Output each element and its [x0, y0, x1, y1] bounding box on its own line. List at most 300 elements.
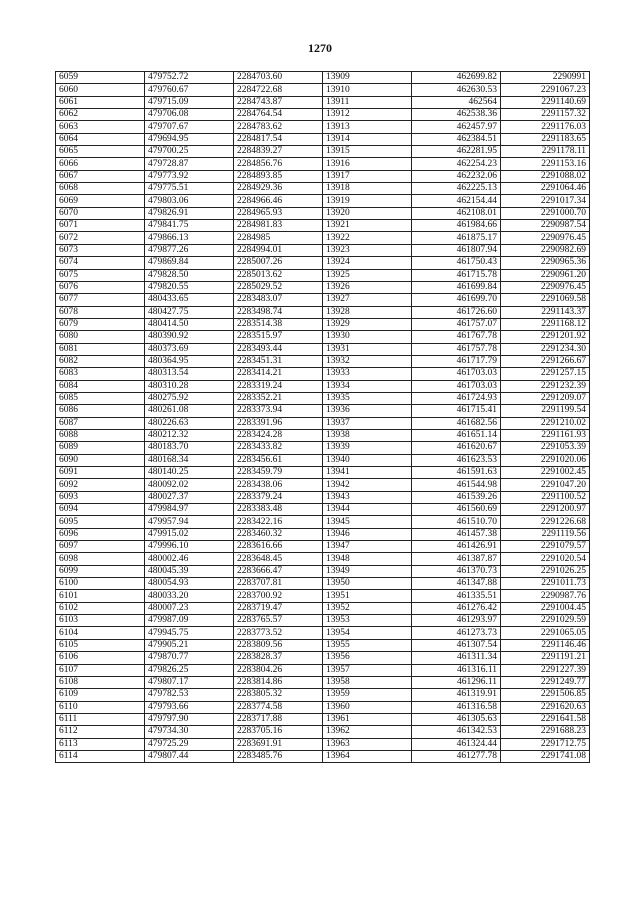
table-row: [56, 541, 590, 553]
table-cell: 2283804.26: [234, 664, 323, 676]
table-cell: 6087: [56, 417, 145, 429]
table-cell: 2283705.16: [234, 726, 323, 738]
table-cell: 479752.72: [145, 72, 234, 84]
table-cell: 480054.93: [145, 578, 234, 590]
table-row: [56, 183, 590, 195]
table-cell: 6105: [56, 639, 145, 651]
table-cell: 479715.09: [145, 96, 234, 108]
table-cell: 13925: [323, 269, 412, 281]
table-cell: 6108: [56, 676, 145, 688]
table-cell: 2290987.76: [501, 590, 590, 602]
table-cell: 461311.34: [412, 652, 501, 664]
table-cell: 2283438.06: [234, 479, 323, 491]
table-cell: 6110: [56, 701, 145, 713]
table-cell: 461767.78: [412, 331, 501, 343]
table-cell: 13943: [323, 491, 412, 503]
table-cell: 2291000.70: [501, 207, 590, 219]
table-cell: 479728.87: [145, 158, 234, 170]
table-cell: 13919: [323, 195, 412, 207]
table-cell: 13960: [323, 701, 412, 713]
table-row: [56, 355, 590, 367]
table-row: [56, 590, 590, 602]
table-cell: 461715.41: [412, 405, 501, 417]
table-cell: 13946: [323, 528, 412, 540]
table-cell: 2283691.91: [234, 738, 323, 750]
table-cell: 2291020.06: [501, 454, 590, 466]
table-cell: 13915: [323, 146, 412, 158]
table-cell: 2291143.37: [501, 306, 590, 318]
table-cell: 2284722.68: [234, 84, 323, 96]
table-cell: 6060: [56, 84, 145, 96]
table-cell: 462630.53: [412, 84, 501, 96]
table-cell: 2284965.93: [234, 207, 323, 219]
table-cell: 13953: [323, 615, 412, 627]
table-cell: 2291741.08: [501, 750, 590, 762]
table-cell: 2291257.15: [501, 368, 590, 380]
table-cell: 461750.43: [412, 257, 501, 269]
table-cell: 462154.44: [412, 195, 501, 207]
table-cell: 6088: [56, 429, 145, 441]
table-cell: 13961: [323, 713, 412, 725]
table-cell: 13957: [323, 664, 412, 676]
table-cell: 2291191.21: [501, 652, 590, 664]
table-cell: 13951: [323, 590, 412, 602]
table-row: [56, 343, 590, 355]
table-cell: 461307.54: [412, 639, 501, 651]
table-cell: 13916: [323, 158, 412, 170]
table-cell: 2291011.73: [501, 578, 590, 590]
table-cell: 13956: [323, 652, 412, 664]
table-row: [56, 516, 590, 528]
table-cell: 2291004.45: [501, 602, 590, 614]
table-cell: 462232.06: [412, 170, 501, 182]
table-cell: 2283391.96: [234, 417, 323, 429]
table-cell: 2283433.82: [234, 442, 323, 454]
table-row: [56, 306, 590, 318]
table-cell: 6062: [56, 109, 145, 121]
table-cell: 2284985: [234, 232, 323, 244]
table-cell: 2291176.03: [501, 121, 590, 133]
table-cell: 479775.51: [145, 183, 234, 195]
table-cell: 461699.70: [412, 294, 501, 306]
table-row: [56, 232, 590, 244]
table-cell: 479706.08: [145, 109, 234, 121]
table-cell: 13921: [323, 220, 412, 232]
table-row: [56, 109, 590, 121]
table-cell: 479760.67: [145, 84, 234, 96]
table-cell: 479807.44: [145, 750, 234, 762]
table-cell: 2291079.57: [501, 541, 590, 553]
table-cell: 461273.73: [412, 627, 501, 639]
table-cell: 2285013.62: [234, 269, 323, 281]
table-cell: 462457.97: [412, 121, 501, 133]
table-cell: 479957.94: [145, 516, 234, 528]
table-cell: 13923: [323, 244, 412, 256]
table-cell: 6103: [56, 615, 145, 627]
table-cell: 2283373.94: [234, 405, 323, 417]
table-cell: 2284856.76: [234, 158, 323, 170]
table-cell: 2284703.60: [234, 72, 323, 84]
table-cell: 2285007.26: [234, 257, 323, 269]
table-row: [56, 96, 590, 108]
table-cell: 479826.25: [145, 664, 234, 676]
table-cell: 480092.02: [145, 479, 234, 491]
table-cell: 2291017.34: [501, 195, 590, 207]
table-row: [56, 738, 590, 750]
table-cell: 13933: [323, 368, 412, 380]
table-cell: 461387.87: [412, 553, 501, 565]
table-cell: 13963: [323, 738, 412, 750]
table-row: [56, 244, 590, 256]
table-cell: 479734.30: [145, 726, 234, 738]
table-cell: 2283616.66: [234, 541, 323, 553]
table-cell: 13955: [323, 639, 412, 651]
table-cell: 480364.95: [145, 355, 234, 367]
table-row: [56, 380, 590, 392]
table-row: [56, 318, 590, 330]
table-cell: 479945.75: [145, 627, 234, 639]
table-cell: 2283319.24: [234, 380, 323, 392]
table-cell: 480226.63: [145, 417, 234, 429]
table-cell: 13932: [323, 355, 412, 367]
table-cell: 2283414.21: [234, 368, 323, 380]
table-cell: 479782.53: [145, 689, 234, 701]
table-cell: 2291161.93: [501, 429, 590, 441]
table-cell: 13931: [323, 343, 412, 355]
table-cell: 461316.58: [412, 701, 501, 713]
table-cell: 480427.75: [145, 306, 234, 318]
table-row: [56, 195, 590, 207]
table-cell: 6095: [56, 516, 145, 528]
table-cell: 2291026.25: [501, 565, 590, 577]
table-cell: 480275.92: [145, 392, 234, 404]
table-cell: 6069: [56, 195, 145, 207]
table-row: [56, 676, 590, 688]
table-cell: 480261.08: [145, 405, 234, 417]
table-cell: 2291232.39: [501, 380, 590, 392]
table-cell: 6082: [56, 355, 145, 367]
table-cell: 480183.70: [145, 442, 234, 454]
page-number: 1270: [308, 41, 332, 55]
table-row: [56, 750, 590, 762]
table-cell: 461544.98: [412, 479, 501, 491]
table-cell: 13914: [323, 133, 412, 145]
table-row: [56, 627, 590, 639]
table-cell: 2291641.58: [501, 713, 590, 725]
table-cell: 2283424.28: [234, 429, 323, 441]
table-row: [56, 565, 590, 577]
table-cell: 461347.88: [412, 578, 501, 590]
table-cell: 2284929.36: [234, 183, 323, 195]
table-cell: 479869.84: [145, 257, 234, 269]
table-cell: 479877.26: [145, 244, 234, 256]
table-cell: 2290976.45: [501, 232, 590, 244]
table-cell: 13949: [323, 565, 412, 577]
table-cell: 461305.63: [412, 713, 501, 725]
table-cell: 480313.54: [145, 368, 234, 380]
table-cell: 2291620.63: [501, 701, 590, 713]
table-row: [56, 639, 590, 651]
table-row: [56, 504, 590, 516]
table-cell: 6068: [56, 183, 145, 195]
table-cell: 2284743.87: [234, 96, 323, 108]
table-cell: 479725.29: [145, 738, 234, 750]
table-row: [56, 553, 590, 565]
table-cell: 461875.17: [412, 232, 501, 244]
table-cell: 461699.84: [412, 281, 501, 293]
table-cell: 2284817.54: [234, 133, 323, 145]
table-cell: 6074: [56, 257, 145, 269]
table-cell: 13945: [323, 516, 412, 528]
table-row: [56, 602, 590, 614]
table-cell: 2291168.12: [501, 318, 590, 330]
table-cell: 2290961.20: [501, 269, 590, 281]
table-cell: 2291069.58: [501, 294, 590, 306]
table-cell: 13954: [323, 627, 412, 639]
table-cell: 479793.66: [145, 701, 234, 713]
table-row: [56, 491, 590, 503]
table-cell: 480033.20: [145, 590, 234, 602]
table-cell: 2291199.54: [501, 405, 590, 417]
table-cell: 6083: [56, 368, 145, 380]
table-row: [56, 170, 590, 182]
table-cell: 2291053.39: [501, 442, 590, 454]
table-cell: 6076: [56, 281, 145, 293]
table-cell: 2291119.56: [501, 528, 590, 540]
coordinates-table: [55, 71, 590, 763]
table-cell: 461807.94: [412, 244, 501, 256]
table-cell: 461623.53: [412, 454, 501, 466]
table-cell: 461539.26: [412, 491, 501, 503]
table-cell: 13912: [323, 109, 412, 121]
table-cell: 13909: [323, 72, 412, 84]
table-row: [56, 417, 590, 429]
table-cell: 13920: [323, 207, 412, 219]
table-cell: 13927: [323, 294, 412, 306]
table-cell: 6093: [56, 491, 145, 503]
table-cell: 462538.36: [412, 109, 501, 121]
table-cell: 13924: [323, 257, 412, 269]
table-cell: 480433.65: [145, 294, 234, 306]
table-cell: 479803.06: [145, 195, 234, 207]
table-cell: 2291029.59: [501, 615, 590, 627]
table-cell: 6059: [56, 72, 145, 84]
table-cell: 479694.95: [145, 133, 234, 145]
table-cell: 2291088.02: [501, 170, 590, 182]
table-cell: 13937: [323, 417, 412, 429]
table-cell: 13934: [323, 380, 412, 392]
table-row: [56, 220, 590, 232]
table-cell: 13952: [323, 602, 412, 614]
table-cell: 461757.78: [412, 343, 501, 355]
table-cell: 2283773.52: [234, 627, 323, 639]
table-cell: 2290965.36: [501, 257, 590, 269]
table-cell: 2291153.16: [501, 158, 590, 170]
table-cell: 480027.37: [145, 491, 234, 503]
table-cell: 461703.03: [412, 368, 501, 380]
table-cell: 2291183.65: [501, 133, 590, 145]
table-cell: 2283459.79: [234, 467, 323, 479]
table-cell: 2283809.56: [234, 639, 323, 651]
table-row: [56, 257, 590, 269]
table-cell: 6102: [56, 602, 145, 614]
table-cell: 480002.46: [145, 553, 234, 565]
table-row: [56, 442, 590, 454]
table-row: [56, 689, 590, 701]
table-cell: 6063: [56, 121, 145, 133]
table-cell: 6089: [56, 442, 145, 454]
table-cell: 2283515.97: [234, 331, 323, 343]
table-cell: 2291100.52: [501, 491, 590, 503]
table-cell: 13910: [323, 84, 412, 96]
table-cell: 6070: [56, 207, 145, 219]
table-cell: 462281.95: [412, 146, 501, 158]
table-cell: 6072: [56, 232, 145, 244]
table-cell: 6066: [56, 158, 145, 170]
table-cell: 461591.63: [412, 467, 501, 479]
table-cell: 479807.17: [145, 676, 234, 688]
table-cell: 6101: [56, 590, 145, 602]
table-cell: 13936: [323, 405, 412, 417]
table-cell: 2291064.46: [501, 183, 590, 195]
table-cell: 479797.90: [145, 713, 234, 725]
table-cell: 2284981.83: [234, 220, 323, 232]
table-cell: 13959: [323, 689, 412, 701]
table-cell: 2284839.27: [234, 146, 323, 158]
table-cell: 2283451.31: [234, 355, 323, 367]
table-cell: 480390.92: [145, 331, 234, 343]
table-cell: 462225.13: [412, 183, 501, 195]
table-cell: 461457.38: [412, 528, 501, 540]
table-cell: 461726.60: [412, 306, 501, 318]
table-cell: 461560.69: [412, 504, 501, 516]
table-cell: 6081: [56, 343, 145, 355]
table-cell: 461703.03: [412, 380, 501, 392]
table-cell: 6061: [56, 96, 145, 108]
table-cell: 13964: [323, 750, 412, 762]
table-cell: 6077: [56, 294, 145, 306]
table-cell: 2283814.86: [234, 676, 323, 688]
table-cell: 480310.28: [145, 380, 234, 392]
table-cell: 6090: [56, 454, 145, 466]
table-cell: 479841.75: [145, 220, 234, 232]
table-cell: 13962: [323, 726, 412, 738]
table-cell: 6086: [56, 405, 145, 417]
table-cell: 479915.02: [145, 528, 234, 540]
table-cell: 2283352.21: [234, 392, 323, 404]
table-cell: 480373.69: [145, 343, 234, 355]
table-cell: 2291178.11: [501, 146, 590, 158]
table-cell: 6084: [56, 380, 145, 392]
table-cell: 2284764.54: [234, 109, 323, 121]
table-cell: 2283666.47: [234, 565, 323, 577]
table-cell: 13948: [323, 553, 412, 565]
table-row: [56, 726, 590, 738]
table-cell: 13911: [323, 96, 412, 108]
table-cell: 480045.39: [145, 565, 234, 577]
table-cell: 2283717.88: [234, 713, 323, 725]
table-cell: 462108.01: [412, 207, 501, 219]
table-row: [56, 615, 590, 627]
table-row: [56, 664, 590, 676]
table-cell: 461984.66: [412, 220, 501, 232]
table-cell: 479866.13: [145, 232, 234, 244]
table-cell: 461293.97: [412, 615, 501, 627]
table-row: [56, 207, 590, 219]
table-cell: 479820.55: [145, 281, 234, 293]
table-cell: 2291688.23: [501, 726, 590, 738]
table-cell: 2291067.23: [501, 84, 590, 96]
table-cell: 2291226.68: [501, 516, 590, 528]
table-cell: 2291146.46: [501, 639, 590, 651]
table-cell: 2291266.67: [501, 355, 590, 367]
table-row: [56, 701, 590, 713]
table-cell: 2290976.45: [501, 281, 590, 293]
table-cell: 2283700.92: [234, 590, 323, 602]
table-cell: 2283456.61: [234, 454, 323, 466]
table-cell: 462254.23: [412, 158, 501, 170]
table-cell: 461757.07: [412, 318, 501, 330]
table-cell: 6064: [56, 133, 145, 145]
table-cell: 6099: [56, 565, 145, 577]
table-cell: 479996.10: [145, 541, 234, 553]
table-cell: 462564: [412, 96, 501, 108]
table-cell: 479707.67: [145, 121, 234, 133]
table-cell: 6091: [56, 467, 145, 479]
table-cell: 462384.51: [412, 133, 501, 145]
table-cell: 461296.11: [412, 676, 501, 688]
table-cell: 2283828.37: [234, 652, 323, 664]
table-cell: 2291065.05: [501, 627, 590, 639]
table-cell: 461324.44: [412, 738, 501, 750]
table-cell: 480007.23: [145, 602, 234, 614]
table-cell: 461426.91: [412, 541, 501, 553]
table-cell: 2283460.32: [234, 528, 323, 540]
table-cell: 461335.51: [412, 590, 501, 602]
table-cell: 461717.79: [412, 355, 501, 367]
table-cell: 2283805.32: [234, 689, 323, 701]
table-cell: 13930: [323, 331, 412, 343]
table-cell: 2291210.02: [501, 417, 590, 429]
table-cell: 13917: [323, 170, 412, 182]
table-cell: 13929: [323, 318, 412, 330]
table-cell: 2284783.62: [234, 121, 323, 133]
table-cell: 6100: [56, 578, 145, 590]
table-cell: 2291047.20: [501, 479, 590, 491]
table-cell: 2283719.47: [234, 602, 323, 614]
table-cell: 2283707.81: [234, 578, 323, 590]
table-row: [56, 331, 590, 343]
table-cell: 6113: [56, 738, 145, 750]
table-cell: 2283514.38: [234, 318, 323, 330]
table-row: [56, 294, 590, 306]
table-row: [56, 528, 590, 540]
table-cell: 6067: [56, 170, 145, 182]
table-cell: 13926: [323, 281, 412, 293]
table-cell: 13935: [323, 392, 412, 404]
table-cell: 462699.82: [412, 72, 501, 84]
table-row: [56, 405, 590, 417]
table-cell: 2291209.07: [501, 392, 590, 404]
table-row: [56, 479, 590, 491]
table-cell: 2283483.07: [234, 294, 323, 306]
table-row: [56, 72, 590, 84]
table-cell: 2291140.69: [501, 96, 590, 108]
table-cell: 2290991: [501, 72, 590, 84]
table-cell: 461319.91: [412, 689, 501, 701]
table-cell: 2291712.75: [501, 738, 590, 750]
table-cell: 6112: [56, 726, 145, 738]
